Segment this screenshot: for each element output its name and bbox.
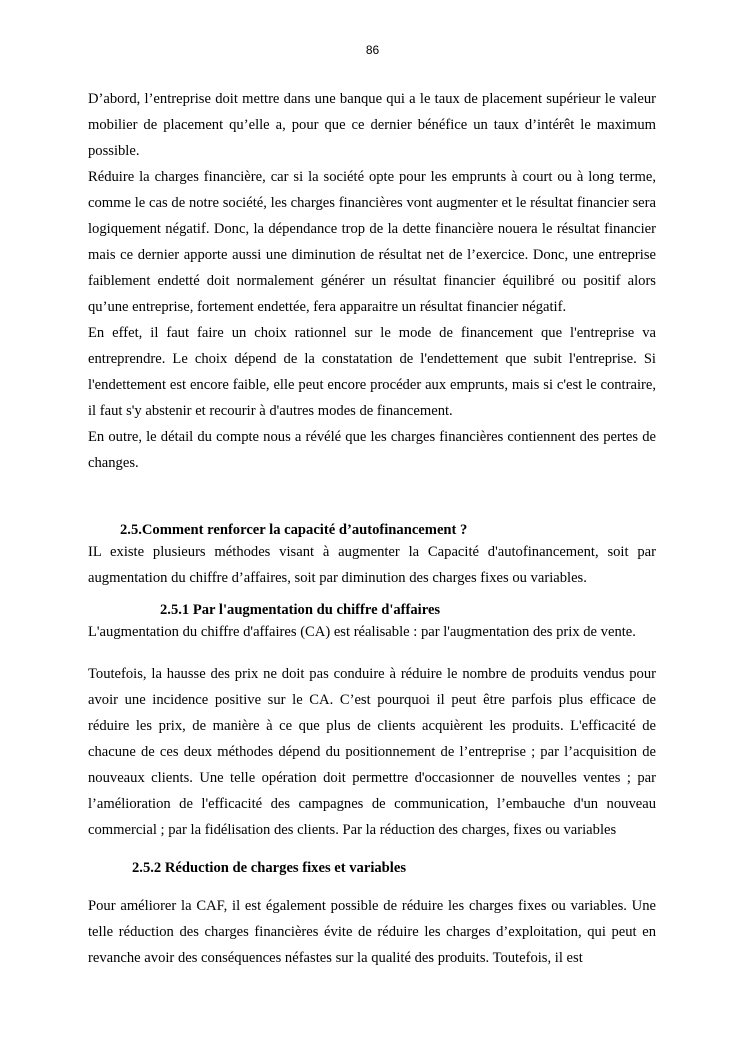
paragraph-choix-financement: En effet, il faut faire un choix rationnel sur le mode de financement que l'entreprise va entreprendre. Le choix dépend de la constatation de l'endettement que subit l'entreprise. Si l'endettement est encore faible, elle peut encore procéder aux emprunts, mais si c'est le contraire, il faut s'y abstenir et recourir à d'autres modes de financement. [88,325,656,419]
paragraph-charges-financieres: Réduire la charges financière, car si la société opte pour les emprunts à court ou à long terme, comme le cas de notre société, les charges financières vont augmenter et le résultat financier sera logiquement négatif. Donc, la dépendance trop de la dette financière nouera le résultat financier mais ce dernier apporte aussi une diminution de résultat net de l’exercice. Donc, une entreprise faiblement endetté doit normalement générer un résultat financier équilibré ou positif alors qu’une entreprise, fortement endettée, fera apparaitre un résultat financier négatif. [88,169,656,315]
paragraph-pertes-changes: En outre, le détail du compte nous a révélé que les charges financières contiennent des pertes de changes. [88,429,656,471]
paragraph-reduction-charges: Pour améliorer la CAF, il est également possible de réduire les charges fixes ou variables. Une telle réduction des charges financières évite de réduire les charges d’exploitation, qui peut en revanche avoir des conséquences néfastes sur la qualité des produits. Toutefois, il est [88,898,656,966]
page-number: 86 [365,43,380,57]
document-body [88,86,656,971]
section-heading-2-5: 2.5.Comment renforcer la capacité d’autofinancement ? [120,522,468,538]
paragraph-hausse-prix: Toutefois, la hausse des prix ne doit pas conduire à réduire le nombre de produits vendus pour avoir une incidence positive sur le CA. C’est pourquoi il peut être parfois plus efficace de réduire les prix, de manière à ce que plus de clients acquièrent les produits. L'efficacité de chacune de ces deux méthodes dépend du positionnement de l’entreprise ; par l’acquisition de nouveaux clients. Une telle opération doit permettre d'occasionner de nouvelles ventes ; par l’amélioration de l'efficacité des campagnes de communication, l’embauche d'un nouveau commercial ; par la fidélisation des clients. Par la réduction des charges, fixes ou variables [88,666,656,838]
paragraph-methodes-caf: IL existe plusieurs méthodes visant à augmenter la Capacité d'autofinancement, soit par augmentation du chiffre d’affaires, soit par diminution des charges fixes ou variables. [88,544,656,586]
paragraph-placement: D’abord, l’entreprise doit mettre dans une banque qui a le taux de placement supérieur le valeur mobilier de placement qu’elle a, pour que ce dernier bénéfice un taux d’intérêt le maximum possible. [88,91,656,159]
subsection-heading-2-5-2: 2.5.2 Réduction de charges fixes et variables [132,860,407,876]
paragraph-augmentation-ca: L'augmentation du chiffre d'affaires (CA) est réalisable : par l'augmentation des prix de vente. [88,624,636,640]
subsection-heading-2-5-1: 2.5.1 Par l'augmentation du chiffre d'affaires [160,602,441,618]
